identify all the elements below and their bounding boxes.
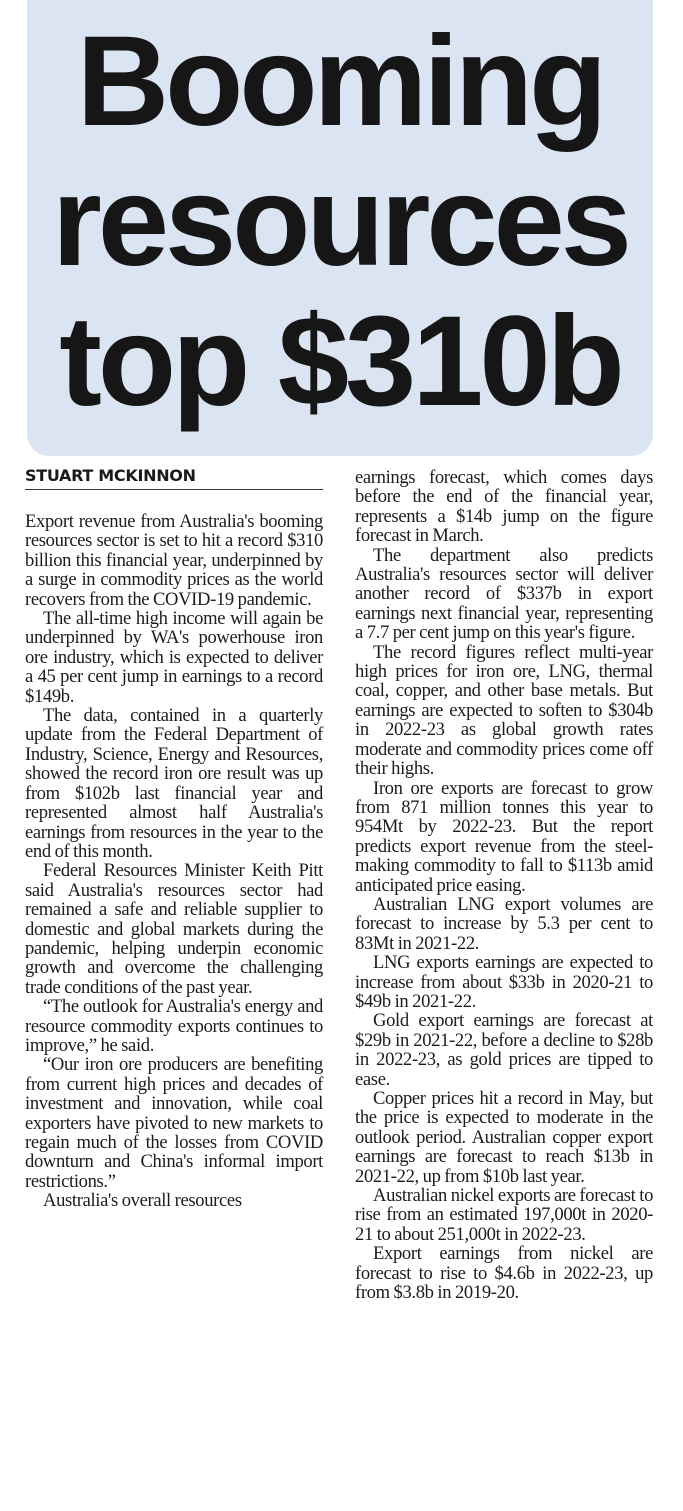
headline-panel — [27, 0, 653, 456]
paragraph: Iron ore exports are forecast to grow from 871 million tonnes this year to 954Mt by 2022-23. But the report predicts export revenue from the steel-making commodity to fall to $113b amid anticipated price easing. — [355, 777, 653, 896]
paragraph: Gold export earnings are forecast at $29b in 2021-22, before a decline to $28b in 2022-23, as gold prices are tipped to ease. — [355, 1010, 653, 1090]
paragraph: Copper prices hit a record in May, but the price is expected to moderate in the outlook period. Australian copper export earnings are forecast to reach $13b in 2021-22, up from $10b last year. — [355, 1088, 653, 1187]
paragraph: Export revenue from Australia's booming resources sector is set to hit a record $310 billion this financial year, underpinned by a surge in commodity prices as the world recovers from the COVID-19 pandemic. — [25, 511, 323, 610]
paragraph: “The outlook for Australia's energy and resource commodity exports continues to improve,” he said. — [25, 996, 323, 1056]
paragraph: “Our iron ore producers are benefiting from current high prices and decades of investment and innovation, while coal exporters have pivoted to new markets to regain much of the losses from COVID downturn and China's informal import restrictions.” — [25, 1054, 323, 1192]
headline-line-3: top $310b — [59, 290, 621, 433]
paragraph: Australia's overall resources — [43, 1190, 242, 1212]
headline-line-1: Booming — [76, 10, 604, 153]
paragraph: Australian nickel exports are forecast to rise from an estimated 197,000t in 2020-21 to about 251,000t in 2022-23. — [355, 1185, 654, 1245]
paragraph: Federal Resources Minister Keith Pitt said Australia's resources sector had remained a safe and reliable supplier to domestic and global markets during the pandemic, helping underpin economic growth and overcome the challenging trade conditions of the past year. — [25, 860, 323, 998]
paragraph: The data, contained in a quarterly update from the Federal Department of Industry, Science, Energy and Resources, showed the record iron ore result was up from $102b last financial year and represented almost half Australia's earnings from resources in the year to the end of this month. — [25, 705, 323, 862]
paragraph: The department also predicts Australia's resources sector will deliver another record of $337b in export earnings next financial year, representing a 7.7 per cent jump on this year's figure. — [355, 544, 653, 644]
paragraph: earnings forecast, which comes days before the end of the financial year, represents a $14b jump on the figure forecast in March. — [355, 467, 653, 547]
headline-line-2: resources — [52, 150, 628, 293]
article-column-2 — [355, 468, 653, 1302]
paragraph: The record figures reflect multi-year high prices for iron ore, LNG, thermal coal, copper, and other base metals. But earnings are expected to soften to $304b in 2022-23 as global growth rates moderate and commodity prices come off their highs. — [355, 641, 653, 780]
paragraph: Australian LNG export volumes are forecast to increase by 5.3 per cent to 83Mt in 2021-22. — [355, 893, 653, 954]
article-column-1 — [25, 512, 323, 1211]
paragraph: The all-time high income will again be underpinned by WA's powerhouse iron ore industry, which is expected to deliver a 45 per cent jump in earnings to a record $149b. — [25, 608, 323, 707]
paragraph: LNG exports earnings are expected to increase from about $33b in 2020-21 to $49b in 2021-22. — [355, 952, 653, 1012]
byline: STUART MCKINNON — [25, 466, 323, 490]
paragraph: Export earnings from nickel are forecast to rise to $4.6b in 2022-23, up from $3.8b in 2019-20. — [355, 1243, 653, 1304]
